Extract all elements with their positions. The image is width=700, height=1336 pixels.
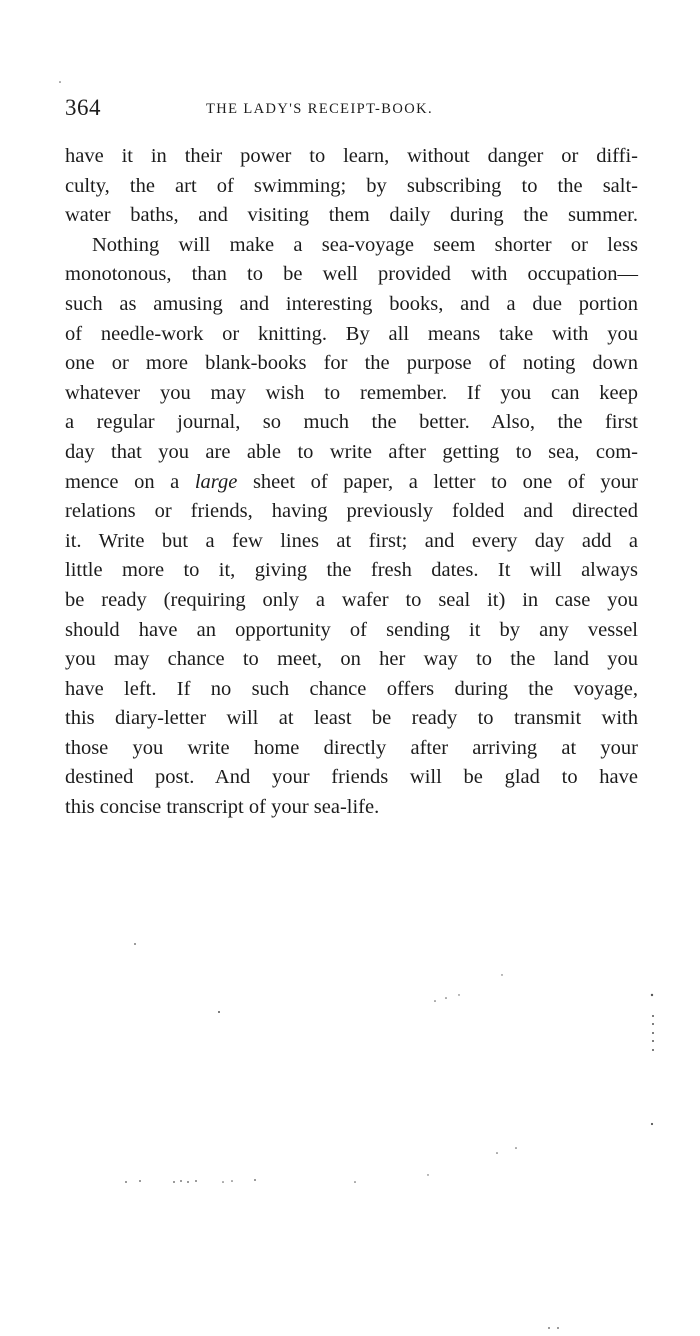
running-title: THE LADY'S RECEIPT-BOOK. [206,101,433,117]
text-line: it. Write but a few lines at first; and every day add a [65,529,638,552]
text-line: Nothing will make a sea-voyage seem shorter or less [92,233,638,256]
text-line: have it in their power to learn, without danger or diffi- [65,145,638,167]
text-line: should have an opportunity of sending it by any vessel [65,618,638,641]
text-line: those you write home directly after arriving at your [65,736,638,759]
text-line: relations or friends, having previously folded and directed [65,500,638,523]
text-line: monotonous, than to be well provided with occupation— [65,263,638,286]
text-line: culty, the art of swimming; by subscribing to the salt- [65,174,638,197]
text-line [65,468,638,498]
text-line: whatever you may wish to remember. If you can keep [65,381,638,404]
text-line: day that you are able to write after getting to sea, com- [65,440,638,463]
running-head [65,94,638,124]
text-line: such as amusing and interesting books, and a due portion [65,292,638,315]
text-line: one or more blank-books for the purpose of noting down [65,352,638,375]
text-segment: mence on a [65,470,195,493]
text-line: of needle-work or knitting. By all means take with you [65,322,638,345]
italic-word: large [194,470,238,493]
text-line: have left. If no such chance offers during the voyage, [65,677,638,700]
text-line: you may chance to meet, on her way to the land you [65,648,638,671]
text-line: little more to it, giving the fresh dates. It will always [65,559,638,582]
text-line: this concise transcript of your sea-life. [65,796,380,819]
body-text [65,142,638,823]
text-line: water baths, and visiting them daily during the summer. [65,204,638,227]
text-line: be ready (requiring only a wafer to seal it) in case you [65,588,638,611]
text-line: a regular journal, so much the better. Also, the first [65,411,638,434]
text-line: this diary-letter will at least be ready to transmit with [65,707,638,730]
page-number: 364 [65,95,101,120]
text-line: destined post. And your friends will be glad to have [65,766,638,789]
text-segment: sheet of paper, a letter to one of your [237,470,639,493]
